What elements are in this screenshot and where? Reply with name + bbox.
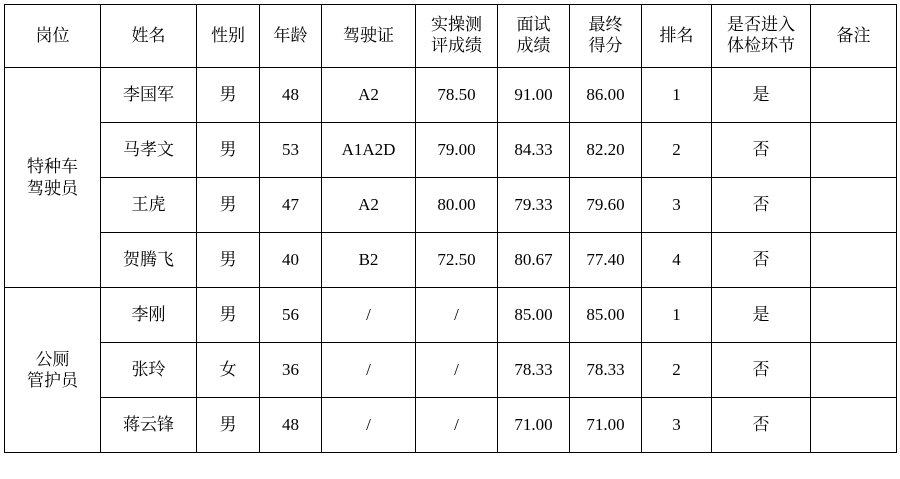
table-row <box>5 398 897 453</box>
cell-name: 李刚 <box>101 288 197 343</box>
cell-final-score: 79.60 <box>570 178 642 233</box>
cell-gender: 男 <box>197 288 260 343</box>
header-row <box>5 5 897 68</box>
cell-practical-score: 80.00 <box>416 178 498 233</box>
cell-interview-score: 80.67 <box>498 233 570 288</box>
cell-final-score: 71.00 <box>570 398 642 453</box>
column-header-interview-line-1: 面试 <box>516 15 551 35</box>
table-row <box>5 178 897 233</box>
column-header-name-line-1: 姓名 <box>131 25 166 45</box>
column-header-medical-exam <box>712 5 811 68</box>
cell-rank: 2 <box>642 343 712 398</box>
cell-rank: 2 <box>642 123 712 178</box>
cell-interview-score: 84.33 <box>498 123 570 178</box>
cell-rank: 3 <box>642 178 712 233</box>
cell-final-score: 78.33 <box>570 343 642 398</box>
cell-name: 贺腾飞 <box>101 233 197 288</box>
cell-rank: 4 <box>642 233 712 288</box>
cell-practical-score: 78.50 <box>416 68 498 123</box>
cell-medical-exam: 否 <box>712 343 811 398</box>
column-header-post-line-1: 岗位 <box>35 25 70 45</box>
column-header-final-line-2: 得分 <box>588 36 623 55</box>
cell-remark <box>811 288 897 343</box>
column-header-age <box>260 5 322 68</box>
cell-license: / <box>322 343 416 398</box>
group-cell-post <box>5 68 101 288</box>
cell-remark <box>811 68 897 123</box>
cell-final-score: 86.00 <box>570 68 642 123</box>
column-header-medical-line-1: 是否进入 <box>727 15 795 35</box>
cell-gender: 男 <box>197 398 260 453</box>
cell-age: 53 <box>260 123 322 178</box>
column-header-name <box>101 5 197 68</box>
cell-license: B2 <box>322 233 416 288</box>
cell-gender: 男 <box>197 233 260 288</box>
cell-practical-score: 79.00 <box>416 123 498 178</box>
table-header <box>5 5 897 68</box>
cell-gender: 男 <box>197 178 260 233</box>
cell-interview-score: 79.33 <box>498 178 570 233</box>
cell-interview-score: 91.00 <box>498 68 570 123</box>
cell-age: 40 <box>260 233 322 288</box>
table-row <box>5 233 897 288</box>
table-row <box>5 343 897 398</box>
column-header-final-score <box>570 5 642 68</box>
cell-age: 47 <box>260 178 322 233</box>
column-header-practical-line-2: 评成绩 <box>431 36 482 55</box>
group-post-line-1: 公厕 <box>35 349 70 369</box>
cell-name: 李国军 <box>101 68 197 123</box>
group-cell-post <box>5 288 101 453</box>
cell-practical-score: / <box>416 288 498 343</box>
column-header-remark-line-1: 备注 <box>836 25 871 45</box>
cell-gender: 男 <box>197 123 260 178</box>
column-header-final-line-1: 最终 <box>588 15 623 35</box>
cell-name: 王虎 <box>101 178 197 233</box>
cell-rank: 1 <box>642 68 712 123</box>
cell-medical-exam: 否 <box>712 398 811 453</box>
recruitment-results-table <box>4 4 897 453</box>
cell-rank: 3 <box>642 398 712 453</box>
column-header-license <box>322 5 416 68</box>
cell-final-score: 82.20 <box>570 123 642 178</box>
cell-age: 36 <box>260 343 322 398</box>
cell-final-score: 77.40 <box>570 233 642 288</box>
column-header-interview-line-2: 成绩 <box>516 36 551 55</box>
table-body <box>5 68 897 453</box>
column-header-gender <box>197 5 260 68</box>
column-header-post <box>5 5 101 68</box>
cell-remark <box>811 398 897 453</box>
column-header-rank-line-1: 排名 <box>659 25 694 45</box>
column-header-rank <box>642 5 712 68</box>
cell-age: 48 <box>260 68 322 123</box>
cell-gender: 女 <box>197 343 260 398</box>
cell-remark <box>811 343 897 398</box>
table-row <box>5 68 897 123</box>
cell-interview-score: 71.00 <box>498 398 570 453</box>
column-header-interview-score <box>498 5 570 68</box>
cell-remark <box>811 233 897 288</box>
cell-license: / <box>322 398 416 453</box>
cell-medical-exam: 否 <box>712 123 811 178</box>
cell-age: 56 <box>260 288 322 343</box>
cell-practical-score: 72.50 <box>416 233 498 288</box>
cell-name: 蒋云锋 <box>101 398 197 453</box>
cell-license: A2 <box>322 178 416 233</box>
cell-remark <box>811 123 897 178</box>
cell-medical-exam: 否 <box>712 178 811 233</box>
table-row <box>5 123 897 178</box>
cell-remark <box>811 178 897 233</box>
column-header-gender-line-1: 性别 <box>211 25 245 45</box>
column-header-practical-line-1: 实操测 <box>431 15 482 35</box>
column-header-age-line-1: 年龄 <box>273 25 308 45</box>
cell-interview-score: 85.00 <box>498 288 570 343</box>
column-header-license-line-1: 驾驶证 <box>343 25 394 45</box>
cell-medical-exam: 是 <box>712 288 811 343</box>
cell-interview-score: 78.33 <box>498 343 570 398</box>
cell-license: / <box>322 288 416 343</box>
column-header-practical-score <box>416 5 498 68</box>
cell-age: 48 <box>260 398 322 453</box>
group-post-line-1: 特种车 <box>27 157 78 177</box>
cell-license: A1A2D <box>322 123 416 178</box>
cell-practical-score: / <box>416 398 498 453</box>
cell-medical-exam: 否 <box>712 233 811 288</box>
group-post-line-2: 驾驶员 <box>27 178 78 198</box>
cell-practical-score: / <box>416 343 498 398</box>
column-header-remark <box>811 5 897 68</box>
cell-name: 马孝文 <box>101 123 197 178</box>
table-row <box>5 288 897 343</box>
cell-gender: 男 <box>197 68 260 123</box>
column-header-medical-line-2: 体检环节 <box>727 36 795 55</box>
cell-final-score: 85.00 <box>570 288 642 343</box>
cell-medical-exam: 是 <box>712 68 811 123</box>
cell-name: 张玲 <box>101 343 197 398</box>
cell-rank: 1 <box>642 288 712 343</box>
group-post-line-2: 管护员 <box>27 371 78 390</box>
cell-license: A2 <box>322 68 416 123</box>
